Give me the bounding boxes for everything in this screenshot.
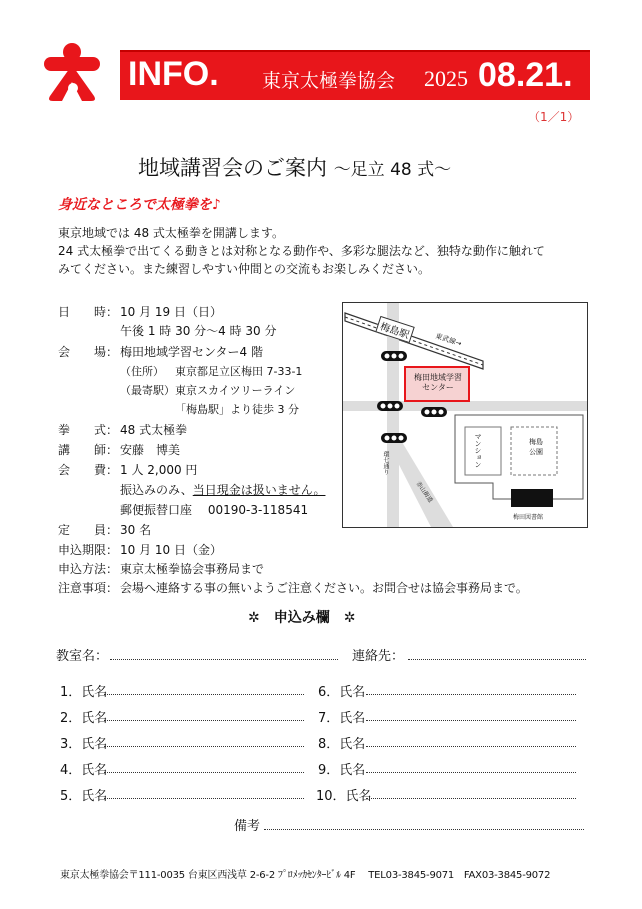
fee-note-b: 当日現金は扱いません。 bbox=[192, 483, 326, 497]
venue-value: 梅田地域学習センター4 階 bbox=[120, 345, 263, 359]
fee-label: 会 費： bbox=[58, 463, 119, 477]
map-railway-label: 東武線→ bbox=[434, 332, 463, 348]
map-library-label: 梅田図書館 bbox=[513, 514, 544, 521]
page-number: （1／1） bbox=[528, 110, 580, 124]
name-field[interactable] bbox=[366, 798, 576, 799]
organization-logo bbox=[42, 40, 102, 102]
name-field[interactable] bbox=[104, 746, 304, 747]
fee-note bbox=[120, 481, 325, 498]
teacher-label: 講 師： bbox=[58, 443, 119, 457]
name-field[interactable] bbox=[104, 720, 304, 721]
form-label: 拳 式： bbox=[58, 423, 119, 437]
map-center-label: 梅田地域学習 センター bbox=[414, 373, 462, 392]
notes-value: 会場へ連絡する事の無いようご注意ください。お問合せは協会事務局まで。 bbox=[120, 581, 528, 595]
deadline-value: 10 月 10 日（金） bbox=[120, 543, 222, 557]
name-label: 1．氏名 bbox=[60, 685, 108, 700]
map-park-label: 梅島 公園 bbox=[529, 438, 543, 456]
postal-account: 郵便振替口座 00190-3-118541 bbox=[120, 503, 309, 517]
remarks-field[interactable] bbox=[264, 829, 584, 830]
name-label: 9．氏名 bbox=[318, 763, 366, 778]
name-field[interactable] bbox=[366, 694, 576, 695]
date-label: 日 時： bbox=[58, 305, 119, 319]
station-value: 東京スカイツリーライン bbox=[175, 384, 296, 397]
name-field[interactable] bbox=[104, 694, 304, 695]
name-field[interactable] bbox=[366, 720, 576, 721]
access-map bbox=[342, 302, 588, 528]
intro-paragraph bbox=[58, 224, 598, 278]
title-sub: ～足立 48 式～ bbox=[333, 160, 452, 180]
method-value: 東京太極拳協会事務局まで bbox=[120, 562, 265, 576]
name-field[interactable] bbox=[104, 772, 304, 773]
name-label: 2．氏名 bbox=[60, 711, 108, 726]
fee-note-a: 振込みのみ、 bbox=[120, 483, 193, 497]
name-field[interactable] bbox=[366, 772, 576, 773]
intro-line: 東京地域では 48 式太極拳を開講します。 bbox=[58, 226, 284, 240]
name-label: 8．氏名 bbox=[318, 737, 366, 752]
contact-label: 連絡先： bbox=[352, 649, 405, 664]
map-road-label: 赤山街道 bbox=[414, 480, 434, 504]
contact-field[interactable] bbox=[408, 659, 586, 660]
banner-date: 08.21. bbox=[478, 56, 573, 94]
school-name-field[interactable] bbox=[110, 659, 338, 660]
name-label: 5．氏名 bbox=[60, 789, 108, 804]
name-label: 7．氏名 bbox=[318, 711, 366, 726]
address-label: （住所） bbox=[120, 365, 164, 378]
station-label: （最寄駅） bbox=[120, 384, 175, 397]
teacher-value: 安藤 博美 bbox=[120, 443, 181, 457]
deadline-label: 申込期限： bbox=[58, 543, 119, 557]
address-value: 東京都足立区梅田 7-33-1 bbox=[175, 365, 303, 378]
intro-line: 24 式太極拳で出てくる動きとは対称となる動作や、多彩な腿法など、独特な動作に触れて bbox=[58, 244, 545, 258]
map-mansion-label: マンション bbox=[474, 433, 482, 468]
application-heading: ✲ 申込み欄 ✲ bbox=[248, 610, 356, 626]
remarks-label: 備考 bbox=[234, 819, 261, 834]
fee-value: 1 人 2,000 円 bbox=[120, 463, 198, 477]
school-name-label: 教室名： bbox=[56, 649, 109, 664]
capacity-label: 定 員： bbox=[58, 523, 119, 537]
name-label: 4．氏名 bbox=[60, 763, 108, 778]
station-walk: 「梅島駅」より徒歩 3 分 bbox=[175, 403, 299, 416]
date-value: 10 月 19 日（日） bbox=[120, 305, 222, 319]
form-value: 48 式太極拳 bbox=[120, 423, 188, 437]
name-field[interactable] bbox=[366, 746, 576, 747]
footer-contact: 東京太極拳協会〒111-0035 台東区西浅草 2-6-2 ﾌﾟﾛﾒｯｶｾﾝﾀｰﾋﾞﾙ 4F TEL03-3845-9071 FAX03-3845-9072 bbox=[60, 870, 551, 881]
name-label: 6．氏名 bbox=[318, 685, 366, 700]
name-field[interactable] bbox=[104, 798, 304, 799]
catchphrase: 身近なところで太極拳を♪ bbox=[58, 197, 221, 213]
banner-info-label: INFO. bbox=[128, 55, 219, 93]
venue-label: 会 場： bbox=[58, 345, 119, 359]
method-label: 申込方法： bbox=[58, 562, 119, 576]
capacity-value: 30 名 bbox=[120, 523, 152, 537]
name-label: 3．氏名 bbox=[60, 737, 108, 752]
time-value: 午後 1 時 30 分～4 時 30 分 bbox=[120, 324, 277, 338]
map-road-label: 環七通り bbox=[382, 451, 389, 475]
banner-organization: 東京太極拳協会 bbox=[262, 70, 396, 92]
name-label: 10．氏名 bbox=[316, 789, 372, 804]
notes-label: 注意事項： bbox=[58, 581, 119, 595]
document-title bbox=[138, 152, 451, 182]
banner-year: 2025 bbox=[424, 66, 468, 91]
title-main: 地域講習会のご案内 bbox=[138, 156, 327, 180]
intro-line: みてください。また練習しやすい仲間との交流もお楽しみください。 bbox=[58, 262, 431, 276]
map-station-label: 梅島駅 bbox=[375, 316, 414, 343]
